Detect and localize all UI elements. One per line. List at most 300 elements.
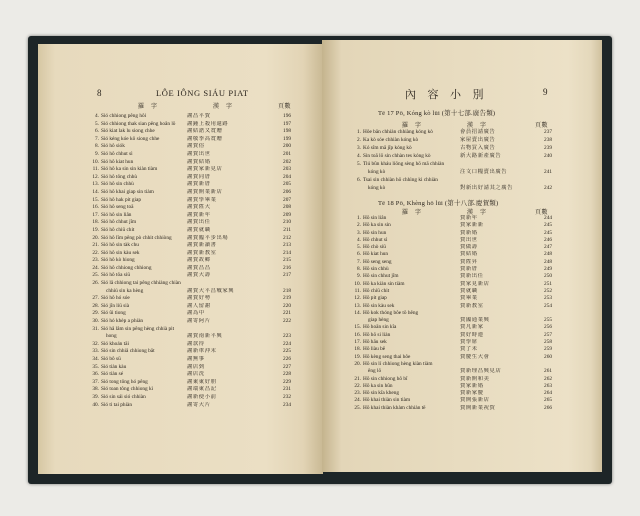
toc-row: [86, 326, 291, 341]
entry-page: 252: [544, 287, 552, 294]
toc-row: [350, 303, 552, 310]
entry-hanji: 謝賀好勢: [187, 295, 211, 302]
entry-romanization: Sió hô kò hiong: [101, 257, 135, 264]
entry-hanji: 賀家新新: [460, 222, 484, 229]
entry-number: 20.: [92, 234, 99, 241]
entry-romanization: Sió hô lîm pêng pò chhit chhiòng: [101, 234, 172, 241]
toc-row: [86, 151, 291, 159]
toc-row: [86, 189, 291, 197]
entry-number: 21.: [92, 242, 99, 249]
entry-romanization: Sió ûi tiong: [101, 310, 126, 317]
entry-number: 36.: [92, 371, 99, 378]
entry-hanji: 賀好時連: [460, 331, 484, 338]
entry-romanization: Hō sin chhù: [363, 266, 389, 273]
toc-row: [350, 230, 552, 237]
column-header-hanji: 漢 字: [467, 122, 487, 129]
entry-hanji: 謝昌平賀: [187, 113, 211, 119]
entry-hanji: 賀出世: [460, 236, 478, 243]
section-18-list: [350, 215, 552, 412]
column-header-romanization: 羅 字: [138, 103, 158, 110]
entry-romanization: Sió hô sin chhù: [101, 181, 134, 188]
entry-hanji: 謝新車沖末: [187, 348, 217, 355]
toc-row: [350, 354, 552, 361]
entry-number: 9.: [95, 150, 99, 157]
entry-number: 33.: [92, 348, 99, 355]
entry-number: 2.: [357, 137, 361, 143]
entry-romanization: Hō sin lí chhiong hèng kiàn tiàm: [363, 360, 433, 367]
entry-hanji: 謝為中: [187, 310, 205, 317]
entry-page: 197: [283, 120, 291, 127]
toc-row: [86, 181, 291, 189]
toc-row: [86, 318, 291, 326]
entry-hanji: 謝賀俗: [187, 143, 205, 150]
entry-page: 204: [283, 173, 291, 180]
entry-number: 12.: [92, 173, 99, 180]
entry-romanization-continued: kóng kò: [368, 185, 386, 191]
toc-row: [86, 227, 291, 235]
toc-row: [86, 280, 291, 295]
toc-row: [86, 219, 291, 227]
toc-row: [350, 346, 552, 353]
entry-number: 14.: [354, 309, 361, 316]
entry-page: 250: [544, 273, 552, 280]
entry-page: 221: [283, 310, 291, 317]
toc-row: [86, 128, 291, 136]
entry-page: 205: [283, 181, 291, 188]
entry-romanization-continued: giap hèng: [368, 317, 389, 324]
toc-row: [86, 136, 291, 144]
entry-hanji: 謝店洗: [187, 371, 205, 378]
entry-page: 264: [544, 390, 552, 397]
entry-hanji: 謝賀同厝: [187, 173, 211, 180]
entry-page: 207: [283, 196, 291, 203]
entry-page: 219: [283, 295, 291, 302]
entry-page: 212: [283, 234, 291, 241]
toc-row: [86, 197, 291, 205]
entry-romanization: Hō pit giap: [363, 295, 387, 302]
toc-row: [86, 212, 291, 220]
entry-number: 30.: [92, 318, 99, 325]
entry-hanji: 賀新理昌興見店: [460, 368, 502, 375]
entry-romanization: Sió jîn liū sià: [101, 302, 130, 309]
entry-number: 5.: [95, 120, 99, 127]
entry-romanization: Sió bô sū: [101, 356, 121, 362]
toc-row: [86, 257, 291, 265]
entry-romanization: Hō kok thóng bôe tō hêng: [363, 309, 419, 316]
entry-hanji: 謝人留謝: [187, 302, 211, 309]
entry-romanization: Sió hô tōa siū: [101, 272, 130, 279]
entry-number: 35.: [92, 363, 99, 370]
toc-row: [350, 160, 552, 176]
entry-number: 23.: [92, 257, 99, 264]
entry-number: 34.: [92, 356, 99, 362]
entry-page: 202: [283, 158, 291, 165]
entry-page: 200: [283, 143, 291, 150]
entry-romanization: Sió hô hó sóe: [101, 295, 130, 302]
entry-hanji: 謝鍾上殺用還路: [187, 120, 229, 127]
entry-page: 218: [283, 287, 291, 294]
entry-page: 211: [283, 226, 291, 233]
entry-page: 220: [283, 302, 291, 309]
entry-page: 231: [283, 386, 291, 393]
entry-romanization: Sió lâ chhiong tai pêng chhiàng chiàn: [101, 280, 181, 287]
entry-number: 19.: [92, 226, 99, 233]
entry-hanji: 謝賀新年: [187, 211, 211, 218]
entry-number: 11.: [354, 287, 361, 294]
entry-hanji: 賀新年: [460, 215, 478, 221]
entry-page: 247: [544, 244, 552, 251]
entry-hanji: 賀開新業祝賀: [460, 404, 496, 411]
entry-romanization-continued: chhiú sin ka hèng: [106, 287, 144, 294]
entry-romanization: Sió kéng kóe kô siong chhe: [101, 135, 160, 142]
toc-row: [350, 222, 552, 229]
entry-romanization: Sió hô khai giap sin tiàm: [101, 188, 154, 195]
entry-page: 260: [544, 353, 552, 360]
entry-number: 37.: [92, 378, 99, 385]
entry-hanji: 謝賀新厝: [187, 181, 211, 188]
entry-romanization: Sió chhiong thak sian pêng hoân lō: [101, 120, 176, 127]
toc-row: [86, 166, 291, 174]
entry-romanization: Sió hô hak pit giap: [101, 196, 142, 203]
entry-page: 254: [544, 302, 552, 309]
entry-romanization-continued: hong: [106, 333, 117, 340]
toc-row: [86, 159, 291, 167]
entry-hanji: 賀陞昇: [460, 258, 478, 265]
entry-romanization: Hō kiat hun: [363, 251, 389, 258]
entry-page: 259: [544, 346, 552, 353]
toc-row: [350, 332, 552, 339]
entry-hanji: 謝賀陞大: [187, 204, 211, 211]
entry-romanization: Hō liàu bē: [363, 346, 386, 353]
entry-romanization: Sió khoán tāi: [101, 340, 129, 347]
entry-number: 13.: [92, 181, 99, 188]
entry-romanization: Hō sin hun: [363, 229, 387, 236]
entry-hanji: 謝賀臨平步出場: [187, 234, 229, 241]
entry-romanization: Hō khai thiàn khàm chhiàn tē: [363, 404, 426, 411]
entry-hanji: 賀凡新家: [460, 324, 484, 331]
entry-page: 241: [544, 169, 552, 175]
toc-row: [86, 235, 291, 243]
running-title: LÔE IÔNG SIÁU PIAT: [156, 88, 249, 98]
toc-row: [350, 390, 552, 397]
entry-number: 40.: [92, 401, 99, 408]
entry-hanji: 謝賀就職: [187, 226, 211, 233]
entry-page: 208: [283, 204, 291, 211]
toc-row: [86, 310, 291, 318]
entry-romanization: Sió hô chhut sì: [101, 150, 133, 157]
entry-number: 18.: [354, 346, 361, 353]
entry-hanji: 謝賀出任: [187, 219, 211, 226]
entry-hanji: 賀做壽: [460, 244, 478, 251]
entry-romanization: Sió tiàn kàu: [101, 363, 127, 370]
entry-number: 12.: [354, 295, 361, 302]
toc-row: [350, 128, 552, 136]
entry-number: 25.: [92, 272, 99, 279]
entry-romanization: Hō chiū chit: [363, 287, 390, 294]
entry-hanji: 對新出好請其之廣告: [460, 185, 514, 191]
entry-romanization: Sió hô tông chhù: [101, 173, 138, 180]
entry-page: 238: [544, 137, 552, 143]
entry-romanization: Sió hô sin tàk chu: [101, 242, 139, 249]
entry-number: 19.: [354, 353, 361, 360]
entry-romanization: Sió tong tông hó pêng: [101, 378, 148, 385]
entry-number: 24.: [92, 264, 99, 271]
toc-row: [350, 136, 552, 144]
entry-hanji: 謝賀學畢業: [187, 196, 217, 203]
entry-page: 262: [544, 375, 552, 382]
entry-hanji: 謝賀家新見店: [187, 166, 223, 173]
toc-row: [86, 121, 291, 129]
entry-number: 9.: [357, 273, 361, 280]
entry-hanji: 賀家見新店: [460, 280, 490, 287]
entry-page: 256: [544, 324, 552, 331]
entry-romanization: Sió hâ lâm sin pêng hèng chhià pit: [101, 325, 175, 332]
entry-romanization: Sió toan tông chhiong kì: [101, 386, 154, 393]
entry-romanization: Hō hāu sek: [363, 339, 387, 346]
section-heading-17: Tē 17 Pō, Kóng kò lūi (第十七部.廣告類): [378, 110, 496, 117]
entry-number: 31.: [92, 325, 99, 332]
entry-hanji: 謝賀南新平興: [187, 333, 223, 340]
entry-number: 24.: [354, 397, 361, 404]
entry-romanization: Sió hô kiat hun: [101, 158, 134, 165]
entry-hanji: 賀國通業興: [460, 317, 490, 324]
entry-number: 6.: [357, 177, 361, 183]
entry-page: 225: [283, 348, 291, 355]
toc-row: [86, 371, 291, 379]
entry-page: 232: [283, 393, 291, 400]
entry-page: 265: [544, 397, 552, 404]
toc-row: [86, 303, 291, 311]
entry-hanji: 會員招請廣告: [460, 129, 496, 135]
entry-number: 7.: [95, 135, 99, 142]
entry-hanji: 家屋賣出廣告: [460, 137, 496, 143]
entry-number: 10.: [92, 158, 99, 165]
entry-romanization: Hôe bān chhiàn chhiàng kóng kò: [363, 129, 433, 135]
entry-page: 244: [544, 215, 552, 221]
toc-row: [350, 281, 552, 288]
entry-romanization: Tsai sin chhiàn hō chhìng ki chhiàn: [363, 177, 438, 183]
toc-row: [350, 176, 552, 192]
toc-row: [350, 405, 552, 412]
entry-romanization: Sió hô seng toā: [101, 204, 134, 211]
entry-hanji: 謝賀新讀書: [187, 242, 217, 249]
entry-hanji: 謝新使小前: [187, 393, 217, 400]
entry-hanji: 賀家新婚: [460, 382, 484, 389]
entry-number: 39.: [92, 393, 99, 400]
entry-romanization: Sió sin sái sió chhiàn: [101, 393, 146, 400]
entry-hanji: 賀新出任: [460, 273, 484, 280]
entry-page: 216: [283, 264, 291, 271]
entry-page: 248: [544, 258, 552, 265]
entry-page: 228: [283, 371, 291, 378]
entry-hanji: 賀畢業: [460, 295, 478, 302]
toc-row: [86, 265, 291, 273]
entry-romanization: Sió hô sin kàu sek: [101, 249, 140, 256]
column-header-romanization: 羅 字: [402, 122, 422, 129]
entry-romanization: Hō hō si liàn: [363, 331, 391, 338]
page-number: 8: [97, 88, 102, 98]
toc-row: [350, 324, 552, 331]
toc-row: [350, 288, 552, 295]
entry-number: 32.: [92, 340, 99, 347]
entry-number: 13.: [354, 302, 361, 309]
entry-page: 261: [544, 368, 552, 375]
toc-row: [86, 272, 291, 280]
entry-hanji: 謝店到: [187, 363, 205, 370]
entry-number: 4.: [357, 236, 361, 243]
toc-row: [350, 215, 552, 222]
table-of-contents-list: [86, 113, 291, 409]
entry-number: 17.: [92, 211, 99, 218]
entry-romanization: Sió hó khèp a phiàn: [101, 318, 144, 325]
entry-romanization: Sió chhiong pêng hôi: [101, 113, 147, 119]
entry-page: 240: [544, 153, 552, 159]
entry-hanji: 新大路新產廣告: [460, 153, 502, 159]
entry-romanization: Sió hô sin liân: [101, 211, 132, 218]
left-page: [38, 44, 323, 474]
entry-page: 242: [544, 185, 552, 191]
entry-number: 15.: [92, 196, 99, 203]
entry-romanization: Sió hô chhiong chhiong: [101, 264, 152, 271]
toc-row: [86, 386, 291, 394]
entry-hanji: 謝敬季高賞贈: [187, 135, 223, 142]
entry-hanji: 謝賀大平昌戰家興: [187, 287, 235, 294]
entry-page: 217: [283, 272, 291, 279]
toc-row: [86, 250, 291, 258]
toc-row: [350, 266, 552, 273]
entry-page: 245: [544, 222, 552, 229]
entry-number: 26.: [92, 280, 99, 287]
entry-page: 209: [283, 211, 291, 218]
toc-row: [350, 383, 552, 390]
entry-romanization: Sió ti tai phiàn: [101, 401, 133, 408]
entry-number: 5.: [357, 244, 361, 251]
entry-page: 222: [283, 318, 291, 325]
entry-romanization: Hō hoān sin kîa: [363, 324, 397, 331]
entry-number: 27.: [92, 295, 99, 302]
entry-hanji: 謝寄阿片: [187, 318, 211, 325]
entry-romanization: Ka kò sóe chhiàn kóng kò: [363, 137, 419, 143]
toc-row: [350, 237, 552, 244]
toc-row: [350, 244, 552, 251]
toc-row: [86, 356, 291, 364]
entry-number: 38.: [92, 386, 99, 393]
toc-row: [86, 242, 291, 250]
entry-hanji: 謝結諾又賞贈: [187, 128, 223, 135]
entry-romanization: Hō sin liân: [363, 215, 387, 221]
entry-page: 245: [544, 229, 552, 236]
entry-page: 198: [283, 128, 291, 135]
toc-row: [350, 273, 552, 280]
entry-romanization: Sió hô chhut jîm: [101, 219, 137, 226]
entry-page: 251: [544, 280, 552, 287]
entry-romanization: Sió hô siók: [101, 143, 125, 150]
entry-number: 16.: [354, 331, 361, 338]
toc-row: [86, 341, 291, 349]
toc-row: [86, 379, 291, 387]
entry-romanization: Hō khai thiàn sin tiàm: [363, 397, 411, 404]
entry-page: 196: [283, 113, 291, 119]
entry-page: 255: [544, 317, 552, 324]
entry-page: 203: [283, 166, 291, 173]
entry-hanji: 賀新家慶: [460, 390, 484, 397]
entry-hanji: 謝賀新教室: [187, 249, 217, 256]
entry-number: 5.: [357, 161, 361, 167]
toc-row: [86, 394, 291, 402]
entry-romanization: Kó sîm mā jîp kóng kò: [363, 145, 412, 151]
entry-hanji: 謝賀出世: [187, 150, 211, 157]
entry-hanji: 謝無事: [187, 356, 205, 362]
entry-romanization: Sió hô chiū chit: [101, 226, 135, 233]
entry-number: 22.: [92, 249, 99, 256]
toc-row: [350, 251, 552, 258]
entry-hanji: 謝賀大壽: [187, 272, 211, 279]
entry-number: 22.: [354, 382, 361, 389]
entry-number: 3.: [357, 229, 361, 236]
entry-number: 6.: [357, 251, 361, 258]
entry-number: 1.: [357, 129, 361, 135]
entry-page: 234: [283, 401, 291, 408]
entry-romanization: Hō sin kàu sek: [363, 302, 395, 309]
entry-number: 8.: [357, 266, 361, 273]
toc-row: [350, 339, 552, 346]
entry-page: 206: [283, 188, 291, 195]
entry-page: 199: [283, 135, 291, 142]
entry-hanji: 賀慶生大會: [460, 353, 490, 360]
toc-row: [86, 348, 291, 356]
entry-romanization: Sió tiàn sé: [101, 371, 124, 378]
column-header-romanization: 羅 字: [402, 209, 422, 216]
toc-row: [86, 113, 291, 121]
entry-page: 258: [544, 339, 552, 346]
entry-number: 25.: [354, 404, 361, 411]
toc-row: [86, 364, 291, 372]
entry-romanization: Sió hô ka sin sin kiàn tiàm: [101, 166, 158, 173]
entry-number: 17.: [354, 339, 361, 346]
entry-number: 29.: [92, 310, 99, 317]
entry-number: 8.: [95, 143, 99, 150]
entry-hanji: 賀就職: [460, 287, 478, 294]
entry-hanji: 謝賀故鄉: [187, 257, 211, 264]
entry-page: 253: [544, 295, 552, 302]
entry-page: 266: [544, 404, 552, 411]
entry-number: 15.: [354, 324, 361, 331]
toc-row: [350, 397, 552, 404]
entry-hanji: 注文口糧賣出廣告: [460, 169, 508, 175]
entry-page: 237: [544, 129, 552, 135]
entry-hanji: 謝端東昌記: [187, 386, 217, 393]
entry-hanji: 賀新教室: [460, 302, 484, 309]
entry-romanization: Hō ka sin sin: [363, 222, 391, 229]
entry-hanji: 古物買入廣告: [460, 145, 496, 151]
entry-hanji: 謝寄大片: [187, 401, 211, 408]
entry-number: 7.: [357, 258, 361, 265]
entry-page: 224: [283, 340, 291, 347]
entry-number: 1.: [357, 215, 361, 221]
entry-number: 16.: [92, 204, 99, 211]
page-number: 9: [543, 87, 548, 97]
entry-number: 2.: [357, 222, 361, 229]
toc-row: [86, 204, 291, 212]
toc-row: [350, 361, 552, 376]
entry-number: 14.: [92, 188, 99, 195]
entry-page: 248: [544, 251, 552, 258]
entry-number: 4.: [95, 113, 99, 119]
entry-romanization-continued: êng lō: [368, 368, 382, 375]
column-header-page: 頁數: [535, 122, 549, 129]
toc-row: [350, 144, 552, 152]
entry-page: 214: [283, 249, 291, 256]
